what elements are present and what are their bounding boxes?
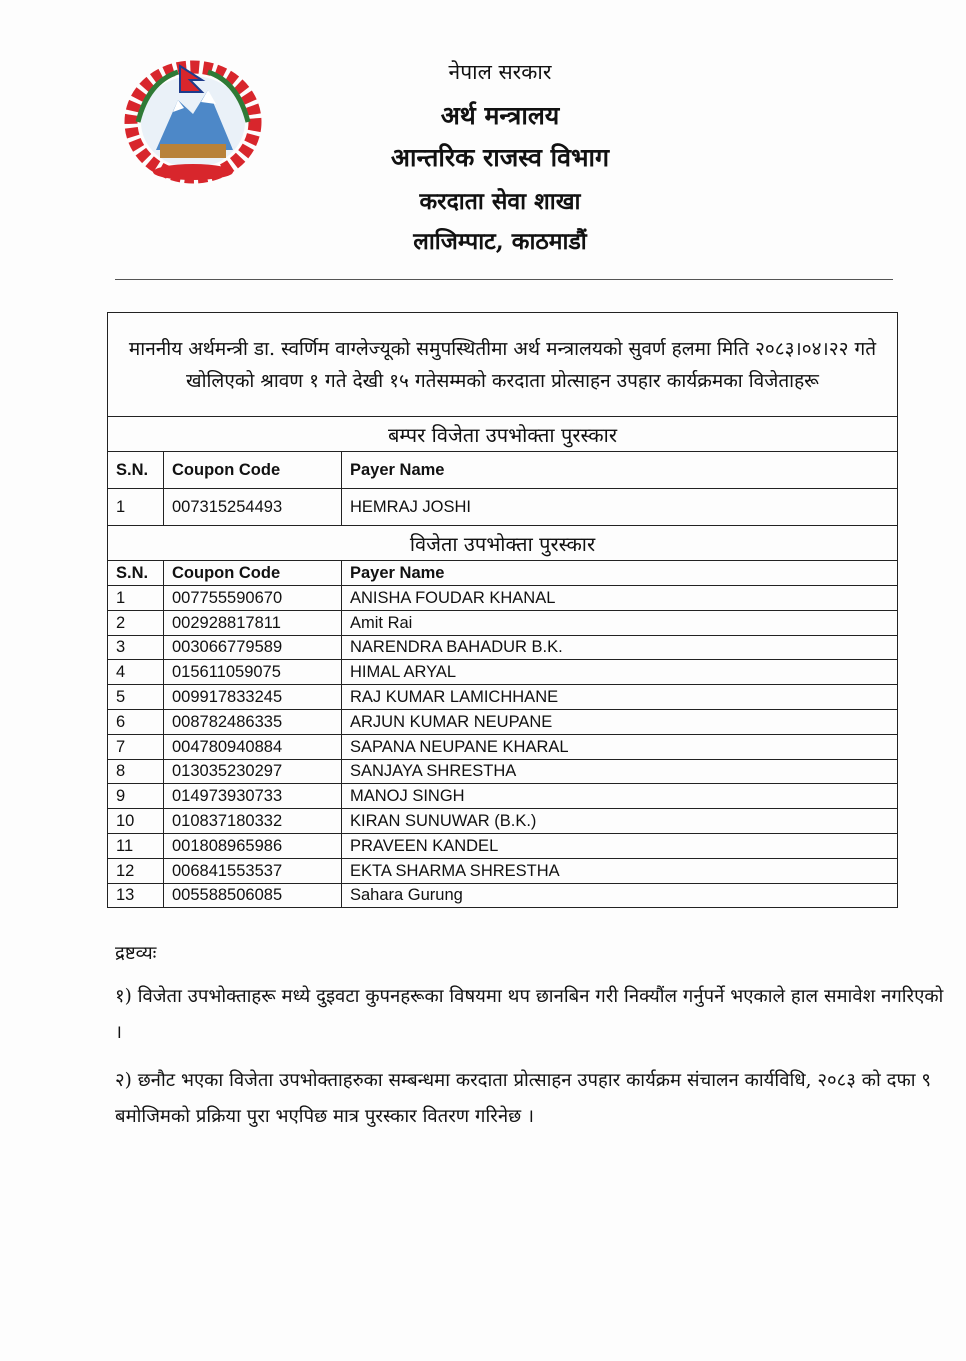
winner-header-row xyxy=(108,561,898,586)
row-code: 002928817811 xyxy=(164,610,342,635)
row-sn: 11 xyxy=(108,833,164,858)
table-row xyxy=(108,635,898,660)
notes-label: द्रष्टव्यः xyxy=(115,943,157,964)
row-sn: 8 xyxy=(108,759,164,784)
row-name: Amit Rai xyxy=(342,610,898,635)
row-sn: 13 xyxy=(108,883,164,908)
row-code: 009917833245 xyxy=(164,685,342,710)
row-sn: 9 xyxy=(108,784,164,809)
col-code-header: Coupon Code xyxy=(164,561,342,586)
bumper-row xyxy=(108,489,898,526)
table-row xyxy=(108,858,898,883)
row-sn: 1 xyxy=(108,586,164,611)
notes-section xyxy=(115,940,945,1147)
col-name-header: Payer Name xyxy=(342,452,898,489)
department-name: आन्तरिक राजस्व विभाग xyxy=(390,143,610,172)
government-name: नेपाल सरकार xyxy=(448,60,552,84)
row-name: ANISHA FOUDAR KHANAL xyxy=(342,586,898,611)
row-code: 003066779589 xyxy=(164,635,342,660)
table-row xyxy=(108,759,898,784)
col-sn-header: S.N. xyxy=(108,452,164,489)
row-sn: 4 xyxy=(108,660,164,685)
table-row xyxy=(108,610,898,635)
col-sn-header: S.N. xyxy=(108,561,164,586)
row-code: 010837180332 xyxy=(164,809,342,834)
row-name: RAJ KUMAR LAMICHHANE xyxy=(342,685,898,710)
row-code: 006841553537 xyxy=(164,858,342,883)
row-sn: 12 xyxy=(108,858,164,883)
header-divider xyxy=(115,279,893,280)
row-name: SAPANA NEUPANE KHARAL xyxy=(342,734,898,759)
table-row xyxy=(108,734,898,759)
row-code: 013035230297 xyxy=(164,759,342,784)
row-name: EKTA SHARMA SHRESTHA xyxy=(342,858,898,883)
office-address: लाजिम्पाट, काठमाडौं xyxy=(413,228,587,255)
row-code: 004780940884 xyxy=(164,734,342,759)
col-code-header: Coupon Code xyxy=(164,452,342,489)
winners-table xyxy=(107,312,898,908)
row-name: Sahara Gurung xyxy=(342,883,898,908)
row-code: 014973930733 xyxy=(164,784,342,809)
row-name: MANOJ SINGH xyxy=(342,784,898,809)
table-row xyxy=(108,685,898,710)
bumper-sn: 1 xyxy=(108,489,164,526)
table-row xyxy=(108,809,898,834)
row-code: 005588506085 xyxy=(164,883,342,908)
bumper-code: 007315254493 xyxy=(164,489,342,526)
bumper-name: HEMRAJ JOSHI xyxy=(342,489,898,526)
row-code: 008782486335 xyxy=(164,709,342,734)
table-row xyxy=(108,833,898,858)
table-row xyxy=(108,883,898,908)
note-item: २) छनौट भएका विजेता उपभोक्ताहरुका सम्बन्धमा करदाता प्रोत्साहन उपहार कार्यक्रम संचालन कार्यविधि, २०८३ को दफा ९ बमोजिमको प्रक्रिया पुरा भएपिछ मात्र पुरस्कार वितरण गरिनेछ । xyxy=(115,1070,932,1127)
table-row xyxy=(108,709,898,734)
ministry-name: अर्थ मन्त्रालय xyxy=(440,101,560,130)
row-code: 007755590670 xyxy=(164,586,342,611)
row-sn: 6 xyxy=(108,709,164,734)
row-name: KIRAN SUNUWAR (B.K.) xyxy=(342,809,898,834)
table-row xyxy=(108,660,898,685)
bumper-header-row xyxy=(108,452,898,489)
row-name: ARJUN KUMAR NEUPANE xyxy=(342,709,898,734)
row-name: NARENDRA BAHADUR B.K. xyxy=(342,635,898,660)
row-sn: 10 xyxy=(108,809,164,834)
row-sn: 2 xyxy=(108,610,164,635)
note-item: १) विजेता उपभोक्ताहरू मध्ये दुइवटा कुपनहरूका विषयमा थप छानबिन गरी निक्यौंल गर्नुपर्ने भएकाले हाल समावेश नगरिएको । xyxy=(115,986,944,1043)
table-intro: माननीय अर्थमन्त्री डा. स्वर्णिम वाग्लेज्यूको समुपस्थितीमा अर्थ मन्त्रालयको सुवर्ण हलमा मिति २०८३।०४।२२ गते खोलिएको श्रावण १ गते देखी १५ गतेसम्मको करदाता प्रोत्साहन उपहार कार्यक्रमका विजेताहरू xyxy=(108,313,898,417)
row-code: 015611059075 xyxy=(164,660,342,685)
table-row xyxy=(108,586,898,611)
row-name: PRAVEEN KANDEL xyxy=(342,833,898,858)
row-name: SANJAYA SHRESTHA xyxy=(342,759,898,784)
row-code: 001808965986 xyxy=(164,833,342,858)
col-name-header: Payer Name xyxy=(342,561,898,586)
row-sn: 7 xyxy=(108,734,164,759)
table-row xyxy=(108,784,898,809)
nepal-emblem-logo xyxy=(118,52,268,187)
bumper-section-title: बम्पर विजेता उपभोक्ता पुरस्कार xyxy=(108,417,898,452)
row-sn: 3 xyxy=(108,635,164,660)
section-name: करदाता सेवा शाखा xyxy=(419,188,581,215)
row-name: HIMAL ARYAL xyxy=(342,660,898,685)
winner-section-title: विजेता उपभोक्ता पुरस्कार xyxy=(108,526,898,561)
row-sn: 5 xyxy=(108,685,164,710)
